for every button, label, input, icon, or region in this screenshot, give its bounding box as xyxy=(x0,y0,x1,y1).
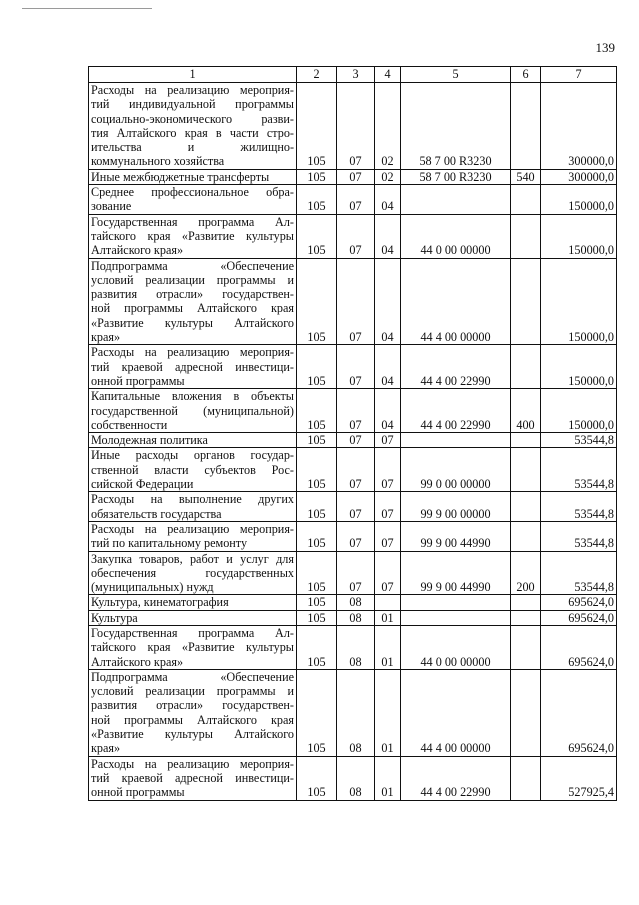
target-article-code-cell xyxy=(401,595,511,610)
expense-name-line: Среднее профессиональное обра- xyxy=(91,185,294,200)
expense-name-line: Государственная программа Ал- xyxy=(91,625,294,640)
expense-type-code-cell xyxy=(511,258,541,345)
expense-name-line: тий краевой адресной инвестици- xyxy=(91,359,294,374)
table-row xyxy=(89,669,617,756)
target-article-code-cell: 44 4 00 22990 xyxy=(401,756,511,800)
target-article-code-cell xyxy=(401,433,511,448)
expense-type-code-cell xyxy=(511,492,541,522)
expense-name-line: коммунального хозяйства xyxy=(91,154,225,169)
amount-cell: 695624,0 xyxy=(541,625,617,669)
section-code-cell: 105 xyxy=(297,492,337,522)
expense-name-line: края» xyxy=(91,741,121,756)
header-cell-3: 3 xyxy=(337,67,375,83)
expense-name-line: тайского края «Развитие культуры xyxy=(91,640,294,655)
subsection-code-cell: 08 xyxy=(337,756,375,800)
expense-name-line: ительства и жилищно- xyxy=(91,140,294,155)
expense-name-line: Культура xyxy=(91,610,138,625)
table-row xyxy=(89,448,617,492)
section-code-cell: 105 xyxy=(297,169,337,184)
header-cell-7: 7 xyxy=(541,67,617,83)
subsection-code-cell: 08 xyxy=(337,610,375,625)
target-article-code-cell xyxy=(401,610,511,625)
amount-cell: 695624,0 xyxy=(541,595,617,610)
expense-name-line: тий краевой адресной инвестици- xyxy=(91,770,294,785)
table-header-row xyxy=(89,67,617,83)
amount-cell: 300000,0 xyxy=(541,83,617,170)
expense-type-code-cell xyxy=(511,448,541,492)
amount-cell: 695624,0 xyxy=(541,669,617,756)
item-code-cell: 02 xyxy=(375,169,401,184)
subsection-code-cell: 07 xyxy=(337,433,375,448)
section-code-cell: 105 xyxy=(297,756,337,800)
expense-name-cell xyxy=(89,345,297,389)
amount-cell: 53544,8 xyxy=(541,492,617,522)
target-article-code-cell: 44 4 00 22990 xyxy=(401,345,511,389)
expense-name-cell xyxy=(89,551,297,595)
item-code-cell: 07 xyxy=(375,492,401,522)
expense-name-line: тия Алтайского края в части стро- xyxy=(91,125,294,140)
expense-name-line: онной программы xyxy=(91,373,185,388)
amount-cell: 150000,0 xyxy=(541,389,617,433)
amount-cell: 150000,0 xyxy=(541,345,617,389)
item-code-cell: 04 xyxy=(375,185,401,215)
target-article-code-cell: 44 0 00 00000 xyxy=(401,625,511,669)
subsection-code-cell: 07 xyxy=(337,521,375,551)
target-article-code-cell: 99 9 00 44990 xyxy=(401,551,511,595)
section-code-cell: 105 xyxy=(297,214,337,258)
expense-name-line: Иные межбюджетные трансферты xyxy=(91,169,270,184)
table-row xyxy=(89,345,617,389)
expense-name-line: Культура, кинематография xyxy=(91,595,229,610)
section-code-cell: 105 xyxy=(297,625,337,669)
expense-type-code-cell xyxy=(511,83,541,170)
item-code-cell: 04 xyxy=(375,345,401,389)
target-article-code-cell: 44 4 00 22990 xyxy=(401,389,511,433)
expense-name-line: условий реализации программы и xyxy=(91,272,294,287)
expense-name-line: развития отрасли» государствен- xyxy=(91,698,294,713)
section-code-cell: 105 xyxy=(297,389,337,433)
expense-name-line: Государственная программа Ал- xyxy=(91,214,294,229)
expense-name-line: Алтайского края» xyxy=(91,243,184,258)
expense-name-cell xyxy=(89,521,297,551)
expense-name-cell xyxy=(89,433,297,448)
subsection-code-cell: 07 xyxy=(337,448,375,492)
item-code-cell: 01 xyxy=(375,756,401,800)
section-code-cell: 105 xyxy=(297,433,337,448)
expense-name-cell xyxy=(89,610,297,625)
expense-name-cell xyxy=(89,169,297,184)
section-code-cell: 105 xyxy=(297,610,337,625)
expense-name-cell xyxy=(89,389,297,433)
top-scan-rule xyxy=(22,8,152,9)
amount-cell: 150000,0 xyxy=(541,185,617,215)
expense-name-line: обязательств государства xyxy=(91,506,222,521)
expense-name-cell xyxy=(89,625,297,669)
amount-cell: 53544,8 xyxy=(541,433,617,448)
expense-name-line: Расходы на реализацию мероприя- xyxy=(91,521,294,536)
expense-type-code-cell xyxy=(511,625,541,669)
expense-name-line: Закупка товаров, работ и услуг для xyxy=(91,551,294,566)
expense-type-code-cell xyxy=(511,669,541,756)
expense-type-code-cell xyxy=(511,433,541,448)
table-row xyxy=(89,610,617,625)
expense-name-line: государственной (муниципальной) xyxy=(91,403,294,418)
target-article-code-cell: 44 4 00 00000 xyxy=(401,258,511,345)
section-code-cell: 105 xyxy=(297,448,337,492)
header-cell-5: 5 xyxy=(401,67,511,83)
item-code-cell: 04 xyxy=(375,258,401,345)
amount-cell: 53544,8 xyxy=(541,551,617,595)
table-row xyxy=(89,756,617,800)
item-code-cell: 01 xyxy=(375,610,401,625)
amount-cell: 527925,4 xyxy=(541,756,617,800)
target-article-code-cell: 99 9 00 44990 xyxy=(401,521,511,551)
expense-name-line: обеспечения государственных xyxy=(91,565,294,580)
expense-name-line: онной программы xyxy=(91,785,185,800)
expense-name-cell xyxy=(89,756,297,800)
section-code-cell: 105 xyxy=(297,669,337,756)
expense-name-line: зование xyxy=(91,199,132,214)
subsection-code-cell: 08 xyxy=(337,625,375,669)
expense-name-line: ной программы Алтайского края xyxy=(91,712,294,727)
expense-name-line: Алтайского края» xyxy=(91,654,184,669)
expense-type-code-cell xyxy=(511,521,541,551)
table-row xyxy=(89,169,617,184)
header-cell-2: 2 xyxy=(297,67,337,83)
budget-table-body xyxy=(89,67,617,801)
subsection-code-cell: 07 xyxy=(337,258,375,345)
target-article-code-cell xyxy=(401,185,511,215)
subsection-code-cell: 07 xyxy=(337,492,375,522)
item-code-cell: 04 xyxy=(375,214,401,258)
page-number: 139 xyxy=(595,40,615,55)
expense-name-line: «Развитие культуры Алтайского xyxy=(91,727,294,742)
expense-name-line: Расходы на реализацию мероприя- xyxy=(91,345,294,360)
header-cell-1: 1 xyxy=(89,67,297,83)
section-code-cell: 105 xyxy=(297,345,337,389)
subsection-code-cell: 07 xyxy=(337,551,375,595)
item-code-cell: 01 xyxy=(375,625,401,669)
amount-cell: 150000,0 xyxy=(541,258,617,345)
expense-name-line: социально-экономического разви- xyxy=(91,111,294,126)
expense-name-cell xyxy=(89,448,297,492)
subsection-code-cell: 07 xyxy=(337,83,375,170)
table-row xyxy=(89,521,617,551)
expense-name-cell xyxy=(89,185,297,215)
expense-name-cell xyxy=(89,492,297,522)
item-code-cell: 01 xyxy=(375,669,401,756)
amount-cell: 300000,0 xyxy=(541,169,617,184)
table-row xyxy=(89,258,617,345)
item-code-cell xyxy=(375,595,401,610)
expense-name-line: развития отрасли» государствен- xyxy=(91,287,294,302)
expense-name-line: сийской Федерации xyxy=(91,477,194,492)
section-code-cell: 105 xyxy=(297,185,337,215)
target-article-code-cell: 44 0 00 00000 xyxy=(401,214,511,258)
table-row xyxy=(89,389,617,433)
expense-name-cell xyxy=(89,83,297,170)
expense-name-cell xyxy=(89,669,297,756)
expense-name-line: Подпрограмма «Обеспечение xyxy=(91,258,294,273)
item-code-cell: 07 xyxy=(375,448,401,492)
target-article-code-cell: 99 0 00 00000 xyxy=(401,448,511,492)
expense-name-cell xyxy=(89,214,297,258)
header-cell-4: 4 xyxy=(375,67,401,83)
section-code-cell: 105 xyxy=(297,83,337,170)
subsection-code-cell: 07 xyxy=(337,389,375,433)
expense-name-cell xyxy=(89,595,297,610)
table-row xyxy=(89,83,617,170)
table-row xyxy=(89,433,617,448)
expense-name-line: края» xyxy=(91,330,121,345)
subsection-code-cell: 07 xyxy=(337,214,375,258)
expense-name-line: Молодежная политика xyxy=(91,433,208,448)
table-row xyxy=(89,214,617,258)
expense-name-cell xyxy=(89,258,297,345)
section-code-cell: 105 xyxy=(297,595,337,610)
expense-name-line: ственной власти субъектов Рос- xyxy=(91,462,294,477)
section-code-cell: 105 xyxy=(297,258,337,345)
expense-type-code-cell: 400 xyxy=(511,389,541,433)
target-article-code-cell: 99 9 00 00000 xyxy=(401,492,511,522)
expense-type-code-cell xyxy=(511,756,541,800)
header-cell-6: 6 xyxy=(511,67,541,83)
expense-name-line: собственности xyxy=(91,417,168,432)
item-code-cell: 07 xyxy=(375,551,401,595)
expense-name-line: ной программы Алтайского края xyxy=(91,301,294,316)
expense-name-line: Иные расходы органов государ- xyxy=(91,448,294,463)
budget-table xyxy=(88,66,617,801)
expense-type-code-cell xyxy=(511,345,541,389)
expense-type-code-cell: 200 xyxy=(511,551,541,595)
table-row xyxy=(89,625,617,669)
subsection-code-cell: 07 xyxy=(337,345,375,389)
expense-name-line: условий реализации программы и xyxy=(91,684,294,699)
subsection-code-cell: 08 xyxy=(337,669,375,756)
amount-cell: 695624,0 xyxy=(541,610,617,625)
amount-cell: 53544,8 xyxy=(541,448,617,492)
subsection-code-cell: 08 xyxy=(337,595,375,610)
table-row xyxy=(89,185,617,215)
item-code-cell: 02 xyxy=(375,83,401,170)
expense-type-code-cell xyxy=(511,214,541,258)
amount-cell: 53544,8 xyxy=(541,521,617,551)
section-code-cell: 105 xyxy=(297,521,337,551)
target-article-code-cell: 58 7 00 R3230 xyxy=(401,83,511,170)
target-article-code-cell: 44 4 00 00000 xyxy=(401,669,511,756)
amount-cell: 150000,0 xyxy=(541,214,617,258)
expense-name-line: «Развитие культуры Алтайского xyxy=(91,315,294,330)
expense-name-line: Капитальные вложения в объекты xyxy=(91,389,294,404)
item-code-cell: 04 xyxy=(375,389,401,433)
subsection-code-cell: 07 xyxy=(337,169,375,184)
table-row xyxy=(89,492,617,522)
expense-name-line: Расходы на реализацию мероприя- xyxy=(91,83,294,97)
item-code-cell: 07 xyxy=(375,433,401,448)
section-code-cell: 105 xyxy=(297,551,337,595)
expense-name-line: тий индивидуальной программы xyxy=(91,97,294,112)
subsection-code-cell: 07 xyxy=(337,185,375,215)
table-row xyxy=(89,595,617,610)
expense-type-code-cell xyxy=(511,595,541,610)
expense-name-line: тий по капитальному ремонту xyxy=(91,536,248,551)
target-article-code-cell: 58 7 00 R3230 xyxy=(401,169,511,184)
item-code-cell: 07 xyxy=(375,521,401,551)
expense-type-code-cell xyxy=(511,185,541,215)
expense-type-code-cell: 540 xyxy=(511,169,541,184)
expense-name-line: Расходы на выполнение других xyxy=(91,492,294,507)
expense-type-code-cell xyxy=(511,610,541,625)
table-row xyxy=(89,551,617,595)
expense-name-line: Расходы на реализацию мероприя- xyxy=(91,756,294,771)
expense-name-line: тайского края «Развитие культуры xyxy=(91,228,294,243)
expense-name-line: Подпрограмма «Обеспечение xyxy=(91,669,294,684)
expense-name-line: (муниципальных) нужд xyxy=(91,580,214,595)
